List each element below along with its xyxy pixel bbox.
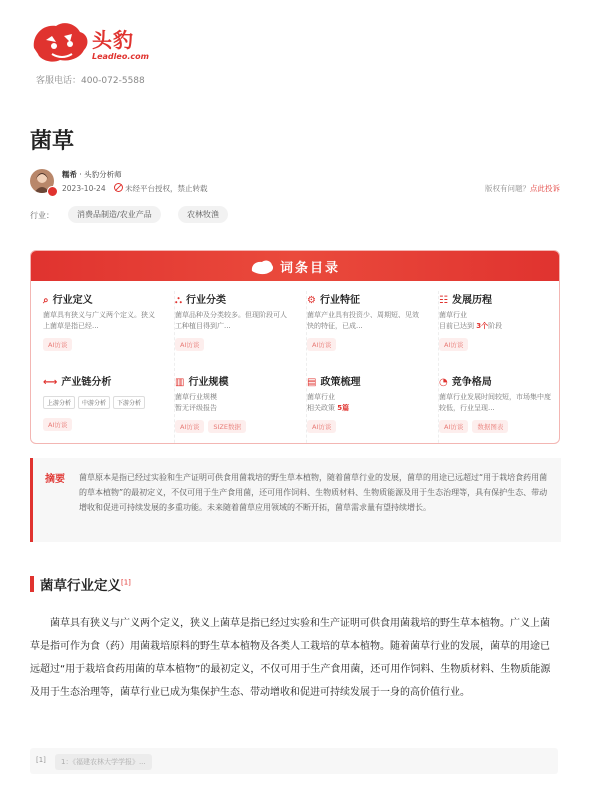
ai-interview-pill[interactable]: AI访谈 — [439, 420, 468, 433]
industry-label: 行业： — [30, 211, 54, 220]
service-phone: 客服电话：400-072-5588 — [36, 76, 145, 86]
industry-tag[interactable]: 农林牧渔 — [178, 206, 228, 223]
toc-item-chain[interactable]: ⟷ 产业链分析 上游分析 中游分析 下游分析 AI访谈 — [43, 373, 175, 444]
upstream-chip[interactable]: 上游分析 — [43, 396, 75, 409]
chart-data-pill[interactable]: 数据图表 — [472, 420, 508, 433]
page-title: 菌草 — [30, 129, 75, 154]
ai-interview-pill[interactable]: AI访谈 — [43, 418, 72, 431]
complaint-line — [485, 183, 560, 194]
toc-item-desc: 菌草具有狭义与广义两个定义。狭义上菌草是指已经... — [43, 311, 155, 330]
toc-item-feature[interactable]: ⚙ 行业特征 菌草产业具有投资少、周期短、见效快的特征，已成... AI访谈 — [307, 291, 439, 371]
policy-icon: ▤ — [307, 377, 317, 388]
toc-item-classification[interactable]: ⛬ 行业分类 菌草品种及分类较多。但现阶段可人工种植目得到广... AI访谈 — [175, 291, 307, 371]
chain-icon: ⟷ — [43, 377, 58, 388]
ai-interview-pill[interactable]: AI访谈 — [307, 338, 336, 351]
brand-name: 头豹 — [92, 28, 134, 52]
competition-icon: ◔ — [439, 377, 448, 388]
article-meta — [62, 183, 207, 194]
feature-icon: ⚙ — [307, 295, 316, 306]
toc-item-desc: 菌草行业 目前已达到 3个阶段 — [439, 311, 503, 330]
complaint-prefix: 版权有问题？ — [485, 184, 530, 193]
history-icon: ☷ — [439, 295, 448, 306]
toc-item-scale[interactable]: ▥ 行业规模 菌草行业规模 暂无评级报告 AI访谈 SIZE数据 — [175, 373, 307, 444]
toc-item-desc: 菌草行业 相关政策 5篇 — [307, 393, 350, 412]
scale-icon: ▥ — [175, 377, 185, 388]
midstream-chip[interactable]: 中游分析 — [78, 396, 110, 409]
no-repost-icon — [114, 183, 123, 192]
complaint-link[interactable]: 点此投诉 — [530, 184, 560, 193]
summary-box — [30, 458, 561, 542]
downstream-chip[interactable]: 下游分析 — [113, 396, 145, 409]
toc-item-history[interactable]: ☷ 发展历程 菌草行业 目前已达到 3个阶段 AI访谈 — [439, 291, 560, 371]
reference-box — [30, 748, 558, 774]
leopard-icon — [250, 259, 274, 275]
ai-interview-pill[interactable]: AI访谈 — [307, 420, 336, 433]
size-data-pill[interactable]: SIZE数据 — [208, 420, 246, 433]
summary-text: 菌草原本是指已经过实验和生产证明可供食用菌栽培的野生草本植物，随着菌草行业的发展，菌草的用途已远超过“用于栽培食药用菌的草本植物”的最初定义，不仅可用于生产食用菌，还可用作饲料、生物质材料、生物质能源及用于生态治理等，具有保护生态、带动增收和促进可持续发展的多重功能。未来随着菌草应用领域的不断开拓，菌草需求量有望持续增长。 — [79, 473, 548, 512]
classification-icon: ⛬ — [175, 295, 182, 306]
section-title: 菌草行业定义[1] — [40, 578, 131, 594]
section-marker — [30, 576, 34, 592]
toc-item-desc: 菌草产业具有投资少、周期短、见效快的特征，已成... — [307, 311, 419, 330]
ai-interview-pill[interactable]: AI访谈 — [175, 338, 204, 351]
author-role: · 头豹分析师 — [77, 170, 122, 179]
toc-item-desc: 菌草品种及分类较多。但现阶段可人工种植目得到广... — [175, 311, 287, 330]
brand-domain: Leadleo.com — [92, 52, 149, 61]
toc-item-policy[interactable]: ▤ 政策梳理 菌草行业 相关政策 5篇 AI访谈 — [307, 373, 439, 444]
rights-notice: 未经平台授权，禁止转载 — [124, 184, 208, 193]
section-body: 菌草具有狭义与广义两个定义，狭义上菌草是指已经过实验和生产证明可供食用菌栽培的野生草本植物。广义上菌草是指可作为食（药）用菌栽培原料的野生草本植物及各类人工栽培的草本植物。随着菌草行业的发展，菌草的用途已远超过“用于栽培食药用菌的草本植物”的最初定义，不仅可用于生产食用菌，还可用作饲料、生物质材料、生物质能源及用于生态治理等，菌草行业已成为集保护生态、带动增收和促进可持续发展于一身的高价值行业。 — [30, 618, 551, 698]
author-name[interactable]: 糯希 — [62, 170, 77, 179]
toc-item-definition[interactable]: ⌕ 行业定义 菌草具有狭义与广义两个定义。狭义上菌草是指已经... AI访谈 — [43, 291, 175, 371]
ai-interview-pill[interactable]: AI访谈 — [43, 338, 72, 351]
toc-panel — [30, 250, 560, 444]
ai-interview-pill[interactable]: AI访谈 — [175, 420, 204, 433]
definition-icon: ⌕ — [43, 295, 49, 306]
reference-link[interactable]: 1：《福建农林大学学报》... — [55, 754, 152, 770]
reference-number: [1] — [36, 756, 46, 764]
author-line — [62, 169, 122, 180]
publish-date: 2023-10-24 — [62, 184, 106, 193]
toc-item-desc: 菌草行业规模 暂无评级报告 — [175, 393, 217, 412]
ai-interview-pill[interactable]: AI访谈 — [439, 338, 468, 351]
toc-item-competition[interactable]: ◔ 竞争格局 菌草行业发展时间较短，市场集中度较低，行业呈现... AI访谈 数据图表 — [439, 373, 560, 444]
verified-badge-icon — [47, 186, 58, 197]
summary-label: 摘要 — [45, 474, 65, 485]
industry-tag[interactable]: 消费品制造/农业产品 — [68, 206, 161, 223]
toc-item-desc: 菌草行业发展时间较短，市场集中度较低，行业呈现... — [439, 393, 551, 412]
footnote-ref[interactable]: [1] — [121, 578, 131, 587]
toc-title: 词条目录 — [31, 257, 559, 276]
